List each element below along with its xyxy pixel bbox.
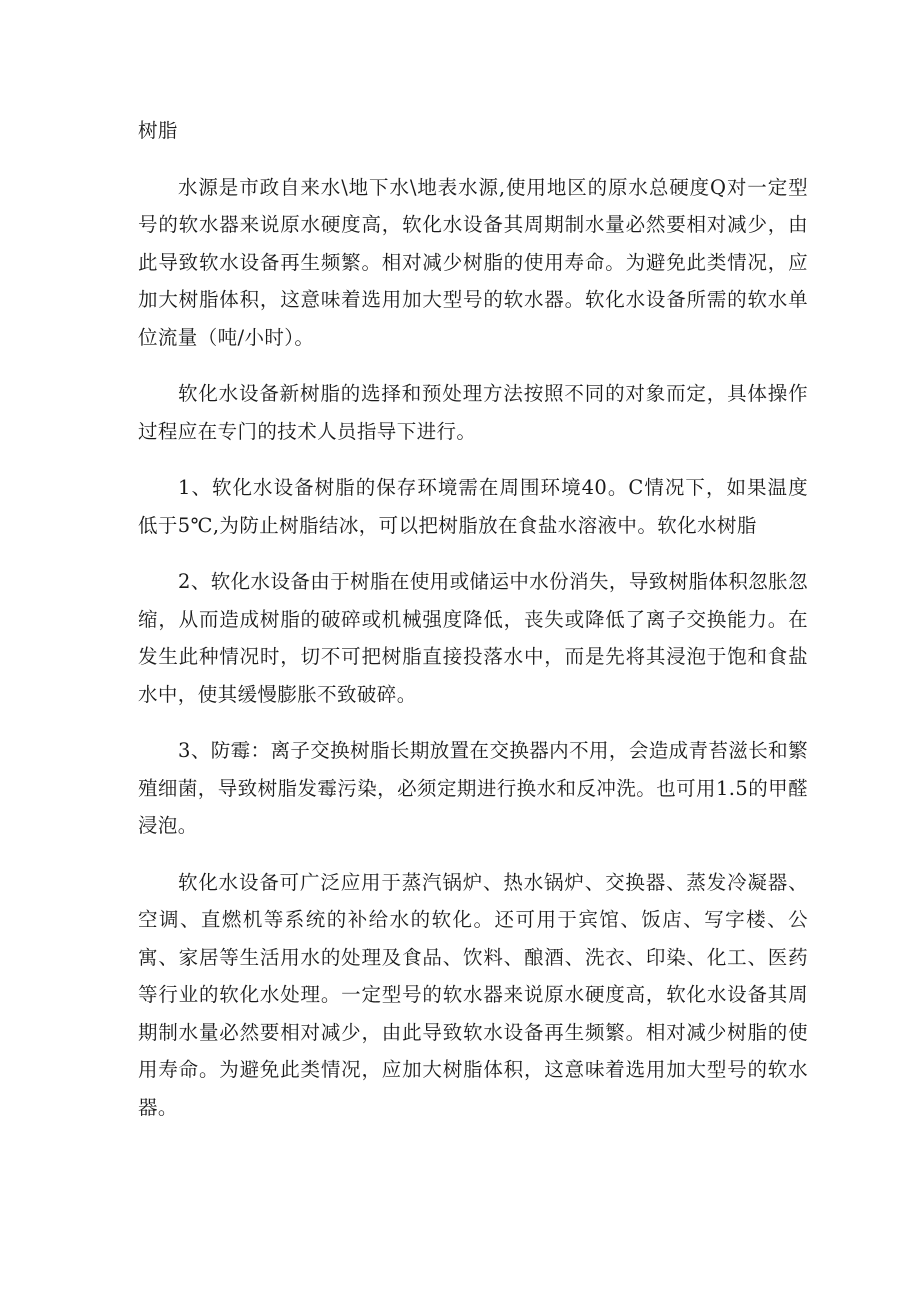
paragraph-moisture-loss: 2、软化水设备由于树脂在使用或储运中水份消失，导致树脂体积忽胀忽缩，从而造成树脂的破碎或机械强度降低，丧失或降低了离子交换能力。在发生此种情况时，切不可把树脂直接投落水中，而是先将其浸泡于饱和食盐水中，使其缓慢膨胀不致破碎。 [138, 570, 808, 706]
paragraph-mold-prevention: 3、防霉：离子交换树脂长期放置在交换器内不用，会造成青苔滋长和繁殖细菌，导致树脂发霉污染，必须定期进行换水和反冲洗。也可用1.5的甲醛浸泡。 [138, 739, 808, 837]
paragraph-applications: 软化水设备可广泛应用于蒸汽锅炉、热水锅炉、交换器、蒸发冷凝器、空调、直燃机等系统的补给水的软化。还可用于宾馆、饭店、写字楼、公寓、家居等生活用水的处理及食品、饮料、酿酒、洗衣、印染、化工、医药等行业的软化水处理。一定型号的软水器来说原水硬度高，软化水设备其周期制水量必然要相对减少，由此导致软水设备再生频繁。相对减少树脂的使用寿命。为避免此类情况，应加大树脂体积，这意味着选用加大型号的软水器。 [138, 870, 808, 1119]
paragraph-new-resin: 软化水设备新树脂的选择和预处理方法按照不同的对象而定，具体操作过程应在专门的技术人员指导下进行。 [138, 382, 808, 443]
paragraph-storage: 1、软化水设备树脂的保存环境需在周围环境40。C情况下，如果温度低于5℃,为防止树脂结冰，可以把树脂放在食盐水溶液中。软化水树脂 [138, 476, 808, 537]
lead-fragment: 树脂 [138, 119, 178, 142]
document-body [138, 112, 808, 1145]
paragraph-water-source: 水源是市政自来水\地下水\地表水源,使用地区的原水总硬度Q对一定型号的软水器来说原水硬度高，软化水设备其周期制水量必然要相对减少，由此导致软水设备再生频繁。相对减少树脂的使用寿命。为避免此类情况，应加大树脂体积，这意味着选用加大型号的软水器。软化水设备所需的软水单位流量（吨/小时）。 [138, 175, 808, 349]
